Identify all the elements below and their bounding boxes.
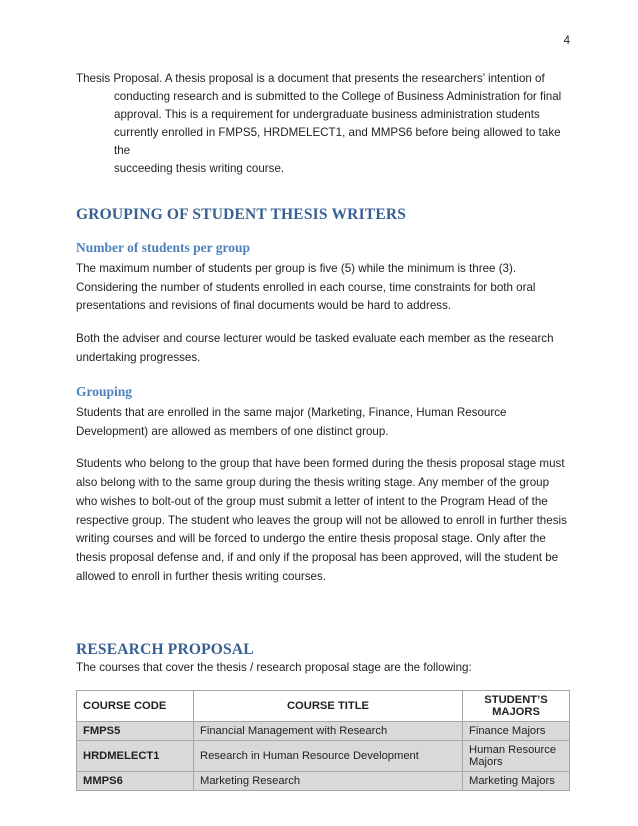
section-heading-research-proposal: RESEARCH PROPOSAL bbox=[76, 640, 254, 658]
intro-paragraph bbox=[76, 70, 570, 178]
intro-line-1: Thesis Proposal. A thesis proposal is a document that presents the researchers’ intention of bbox=[76, 72, 545, 85]
intro-line-3: approval. This is a requirement for undergraduate business administration students bbox=[114, 107, 540, 121]
cell-course-code: FMPS5 bbox=[77, 721, 194, 740]
cell-student-majors: Human Resource Majors bbox=[463, 740, 570, 771]
table-header-course-title: COURSE TITLE bbox=[194, 690, 463, 721]
subsection-heading-grouping: Grouping bbox=[76, 383, 133, 399]
paragraph-grouping-2: Students who belong to the group that have been formed during the thesis proposal stage must also belong with to the same group during the thesis writing stage. Any member of the group who wishes to bolt-out of the group must submit a letter of intent to the Program Head of the respective group. The student who leaves the group will not be allowed to enroll in further thesis writing courses and will be forced to undergo the entire thesis proposal stage. Only after the thesis proposal defense and, if and only if the proposal has been approved, will the student be allowed to enroll in further thesis writing courses. bbox=[76, 457, 567, 583]
table-header-student-majors: STUDENT’S MAJORS bbox=[463, 690, 570, 721]
cell-student-majors: Finance Majors bbox=[463, 721, 570, 740]
cell-course-title: Research in Human Resource Development bbox=[194, 740, 463, 771]
section-heading-grouping: GROUPING OF STUDENT THESIS WRITERS bbox=[76, 205, 407, 223]
cell-student-majors: Marketing Majors bbox=[463, 771, 570, 790]
cell-course-title: Financial Management with Research bbox=[194, 721, 463, 740]
paragraph-students-per-group-1: The maximum number of students per group is five (5) while the minimum is three (3). Considering the number of students enrolled in each course, time constraints for both oral presentations and revisions of final documents would be hard to address. bbox=[76, 261, 536, 313]
table-header-row bbox=[77, 690, 570, 721]
courses-table bbox=[76, 690, 570, 791]
cell-course-code: HRDMELECT1 bbox=[77, 740, 194, 771]
cell-course-code: MMPS6 bbox=[77, 771, 194, 790]
paragraph-research-proposal-1: The courses that cover the thesis / research proposal stage are the following: bbox=[76, 660, 472, 674]
intro-line-2: conducting research and is submitted to the College of Business Administration for final bbox=[114, 89, 562, 103]
subsection-heading-students-per-group: Number of students per group bbox=[76, 239, 251, 255]
intro-line-4: currently enrolled in FMPS5, HRDMELECT1, and MMPS6 before being allowed to take the bbox=[114, 125, 561, 157]
table-header-course-code: COURSE CODE bbox=[77, 690, 194, 721]
table-row bbox=[77, 740, 570, 771]
page-number: 4 bbox=[563, 35, 570, 47]
table-row bbox=[77, 771, 570, 790]
intro-line-5: succeeding thesis writing course. bbox=[114, 161, 285, 175]
cell-course-title: Marketing Research bbox=[194, 771, 463, 790]
table-row bbox=[77, 721, 570, 740]
paragraph-grouping-1: Students that are enrolled in the same major (Marketing, Finance, Human Resource Development) are allowed as members of one distinct group. bbox=[76, 405, 507, 438]
paragraph-students-per-group-2: Both the adviser and course lecturer would be tasked evaluate each member as the research undertaking progresses. bbox=[76, 332, 554, 364]
